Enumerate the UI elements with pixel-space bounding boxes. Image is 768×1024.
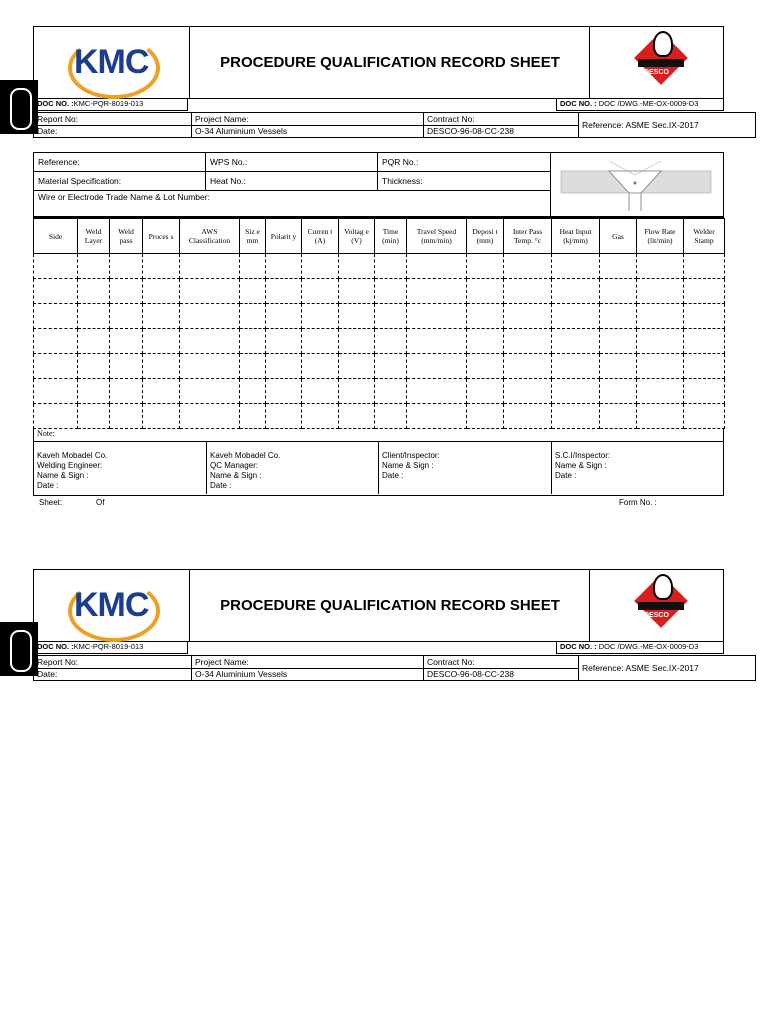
project-name-value: O-34 Aluminium Vessels <box>195 669 288 679</box>
table-cell[interactable] <box>78 329 110 354</box>
table-cell[interactable] <box>467 304 504 329</box>
column-header: Weld pass <box>110 219 143 254</box>
table-cell[interactable] <box>266 404 302 429</box>
table-row <box>34 354 725 379</box>
signature-client-inspector[interactable]: Client/Inspector: Name & Sign : Date : <box>379 442 552 494</box>
table-cell[interactable] <box>600 279 637 304</box>
table-cell[interactable] <box>240 329 266 354</box>
table-cell[interactable] <box>110 354 143 379</box>
column-header: Side <box>34 219 78 254</box>
doc-no-left: DOC NO. :KMC-PQR-8019-013 <box>33 642 188 654</box>
table-cell[interactable] <box>684 329 725 354</box>
footer <box>33 496 724 508</box>
table-cell[interactable] <box>684 404 725 429</box>
record-section <box>33 152 724 508</box>
table-cell[interactable] <box>78 254 110 279</box>
contract-value: DESCO-96-08-CC-238 <box>427 126 514 136</box>
table-cell[interactable] <box>110 254 143 279</box>
table-cell[interactable] <box>637 404 684 429</box>
pqr-no-field[interactable]: PQR No.: <box>382 157 419 167</box>
table-cell[interactable] <box>504 329 552 354</box>
column-header: Voltag e (V) <box>339 219 375 254</box>
desco-logo: DESCO <box>589 570 723 641</box>
table-cell[interactable] <box>600 354 637 379</box>
table-cell[interactable] <box>34 404 78 429</box>
table-cell[interactable] <box>504 404 552 429</box>
table-cell[interactable] <box>637 304 684 329</box>
table-cell[interactable] <box>467 279 504 304</box>
table-cell[interactable] <box>684 354 725 379</box>
table-cell[interactable] <box>637 379 684 404</box>
table-cell[interactable] <box>375 304 407 329</box>
table-cell[interactable] <box>552 254 600 279</box>
table-cell[interactable] <box>266 254 302 279</box>
table-cell[interactable] <box>34 304 78 329</box>
table-cell[interactable] <box>552 379 600 404</box>
table-cell[interactable] <box>302 304 339 329</box>
table-cell[interactable] <box>407 379 467 404</box>
table-cell[interactable] <box>180 304 240 329</box>
table-cell[interactable] <box>302 404 339 429</box>
page-title: PROCEDURE QUALIFICATION RECORD SHEET <box>220 597 560 614</box>
table-cell[interactable] <box>143 404 180 429</box>
weld-joint-diagram <box>550 153 723 216</box>
project-name-label: Project Name: <box>195 657 249 667</box>
table-cell[interactable] <box>143 379 180 404</box>
table-cell[interactable] <box>180 329 240 354</box>
kmc-logo: KMC <box>34 27 190 98</box>
table-cell[interactable] <box>637 354 684 379</box>
reference-text: Reference: ASME Sec.IX-2017 <box>582 120 699 130</box>
table-cell[interactable] <box>375 254 407 279</box>
form-no-label: Form No. : <box>619 498 657 507</box>
table-cell[interactable] <box>180 404 240 429</box>
table-cell[interactable] <box>302 254 339 279</box>
table-cell[interactable] <box>552 404 600 429</box>
table-cell[interactable] <box>637 329 684 354</box>
table-cell[interactable] <box>407 404 467 429</box>
table-cell[interactable] <box>266 304 302 329</box>
sheet-label: Sheet: <box>39 498 63 507</box>
table-cell[interactable] <box>180 379 240 404</box>
reference-text: Reference: ASME Sec.IX-2017 <box>582 663 699 673</box>
table-cell[interactable] <box>637 279 684 304</box>
table-cell[interactable] <box>240 279 266 304</box>
table-cell[interactable] <box>143 329 180 354</box>
table-cell[interactable] <box>78 354 110 379</box>
table-cell[interactable] <box>407 279 467 304</box>
table-cell[interactable] <box>240 254 266 279</box>
sheet-header <box>33 569 724 655</box>
table-cell[interactable] <box>684 279 725 304</box>
column-header: AWS Classification <box>180 219 240 254</box>
table-cell[interactable] <box>266 329 302 354</box>
table-cell[interactable] <box>637 254 684 279</box>
table-cell[interactable] <box>110 279 143 304</box>
table-cell[interactable] <box>34 379 78 404</box>
table-cell[interactable] <box>110 304 143 329</box>
table-cell[interactable] <box>110 379 143 404</box>
column-header: Weld Layer <box>78 219 110 254</box>
heat-no-field[interactable]: Heat No.: <box>206 172 378 190</box>
table-cell[interactable] <box>180 354 240 379</box>
table-cell[interactable] <box>504 354 552 379</box>
table-cell[interactable] <box>339 254 375 279</box>
table-cell[interactable] <box>684 254 725 279</box>
signature-block <box>33 442 724 496</box>
table-cell[interactable] <box>266 354 302 379</box>
doc-no-right: DOC NO. : DOC /DWG.-ME-OX-0009-D3 <box>556 99 724 111</box>
table-cell[interactable] <box>407 354 467 379</box>
table-row <box>34 404 725 429</box>
column-header: Curren t (A) <box>302 219 339 254</box>
table-cell[interactable] <box>302 354 339 379</box>
table-cell[interactable] <box>467 329 504 354</box>
table-cell[interactable] <box>375 329 407 354</box>
project-name-label: Project Name: <box>195 114 249 124</box>
table-cell[interactable] <box>504 254 552 279</box>
sheet-header <box>33 26 724 112</box>
table-cell[interactable] <box>552 354 600 379</box>
column-header: Welder Stamp <box>684 219 725 254</box>
table-row <box>34 304 725 329</box>
table-cell[interactable] <box>266 379 302 404</box>
column-header: Proces s <box>143 219 180 254</box>
column-header: Gas <box>600 219 637 254</box>
table-cell[interactable] <box>375 404 407 429</box>
table-cell[interactable] <box>600 329 637 354</box>
signature-qc-manager[interactable]: Kaveh Mobadel Co. QC Manager: Name & Sign : Date : <box>207 442 379 494</box>
table-cell[interactable] <box>240 379 266 404</box>
table-cell[interactable] <box>504 304 552 329</box>
table-cell[interactable] <box>339 329 375 354</box>
material-spec-field[interactable]: Material Specification: <box>34 172 206 190</box>
doc-no-left: DOC NO. :KMC-PQR-8019-013 <box>33 99 188 111</box>
date-label: Date: <box>37 126 58 136</box>
table-cell[interactable] <box>407 254 467 279</box>
signature-sci-inspector[interactable]: S.C.I/Inspector: Name & Sign : Date : <box>555 451 611 480</box>
signature-welding-engineer[interactable]: Kaveh Mobadel Co. Welding Engineer: Name & Sign : Date : <box>34 442 207 494</box>
table-cell[interactable] <box>504 379 552 404</box>
table-cell[interactable] <box>375 354 407 379</box>
table-cell[interactable] <box>143 254 180 279</box>
column-header: Travel Speed (mm/min) <box>407 219 467 254</box>
column-header: Polarit y <box>266 219 302 254</box>
table-cell[interactable] <box>375 379 407 404</box>
table-cell[interactable] <box>78 404 110 429</box>
table-cell[interactable] <box>78 379 110 404</box>
table-cell[interactable] <box>110 404 143 429</box>
table-cell[interactable] <box>600 379 637 404</box>
project-name-value: O-34 Aluminium Vessels <box>195 126 288 136</box>
table-cell[interactable] <box>34 354 78 379</box>
table-cell[interactable] <box>34 254 78 279</box>
table-cell[interactable] <box>552 279 600 304</box>
table-cell[interactable] <box>339 279 375 304</box>
table-cell[interactable] <box>684 379 725 404</box>
table-cell[interactable] <box>339 404 375 429</box>
wire-electrode-field[interactable]: Wire or Electrode Trade Name & Lot Number: <box>38 192 210 202</box>
table-cell[interactable] <box>600 304 637 329</box>
date-label: Date: <box>37 669 58 679</box>
table-cell[interactable] <box>467 354 504 379</box>
table-cell[interactable] <box>266 279 302 304</box>
report-no-label: Report No: <box>37 114 79 124</box>
table-cell[interactable] <box>504 279 552 304</box>
column-header: Time (min) <box>375 219 407 254</box>
table-cell[interactable] <box>302 279 339 304</box>
table-cell[interactable] <box>34 329 78 354</box>
contract-label: Contract No: <box>427 114 475 124</box>
kmc-logo: KMC <box>34 570 190 641</box>
table-cell[interactable] <box>600 404 637 429</box>
table-cell[interactable] <box>375 279 407 304</box>
of-label: Of <box>96 498 105 507</box>
column-header: Siz e mm <box>240 219 266 254</box>
table-cell[interactable] <box>180 254 240 279</box>
reference-field[interactable]: Reference: <box>34 153 206 171</box>
table-cell[interactable] <box>339 354 375 379</box>
desco-logo: DESCO <box>589 27 723 98</box>
table-cell[interactable] <box>407 304 467 329</box>
table-cell[interactable] <box>34 279 78 304</box>
table-cell[interactable] <box>467 254 504 279</box>
table-cell[interactable] <box>467 379 504 404</box>
info-row <box>33 655 756 681</box>
contract-value: DESCO-96-08-CC-238 <box>427 669 514 679</box>
table-cell[interactable] <box>110 329 143 354</box>
table-cell[interactable] <box>552 329 600 354</box>
table-cell[interactable] <box>143 354 180 379</box>
wps-no-field[interactable]: WPS No.: <box>206 153 378 171</box>
table-cell[interactable] <box>302 329 339 354</box>
table-cell[interactable] <box>407 329 467 354</box>
table-cell[interactable] <box>302 379 339 404</box>
table-row <box>34 379 725 404</box>
doc-no-right: DOC NO. : DOC /DWG.-ME-OX-0009-D3 <box>556 642 724 654</box>
table-cell[interactable] <box>78 279 110 304</box>
note-label: Note: <box>33 429 724 442</box>
table-row <box>34 279 725 304</box>
table-row <box>34 254 725 279</box>
table-cell[interactable] <box>180 279 240 304</box>
table-cell[interactable] <box>143 279 180 304</box>
column-header: Heat Input (kj/mm) <box>552 219 600 254</box>
table-cell[interactable] <box>339 304 375 329</box>
table-cell[interactable] <box>600 254 637 279</box>
table-cell[interactable] <box>467 404 504 429</box>
column-header: Flow Rate (lit/min) <box>637 219 684 254</box>
record-fields <box>33 152 724 218</box>
table-cell[interactable] <box>240 304 266 329</box>
table-cell[interactable] <box>339 379 375 404</box>
table-row <box>34 329 725 354</box>
table-cell[interactable] <box>240 404 266 429</box>
table-cell[interactable] <box>78 304 110 329</box>
table-cell[interactable] <box>552 304 600 329</box>
table-cell[interactable] <box>143 304 180 329</box>
column-header: Deposi t (mm) <box>467 219 504 254</box>
table-cell[interactable] <box>684 304 725 329</box>
report-no-label: Report No: <box>37 657 79 667</box>
info-row <box>33 112 756 138</box>
page-title: PROCEDURE QUALIFICATION RECORD SHEET <box>220 54 560 71</box>
column-header: Inter Pass Temp. °c <box>504 219 552 254</box>
weld-parameters-table <box>33 218 725 429</box>
table-cell[interactable] <box>240 354 266 379</box>
contract-label: Contract No: <box>427 657 475 667</box>
thickness-field[interactable]: Thickness: <box>382 176 423 186</box>
